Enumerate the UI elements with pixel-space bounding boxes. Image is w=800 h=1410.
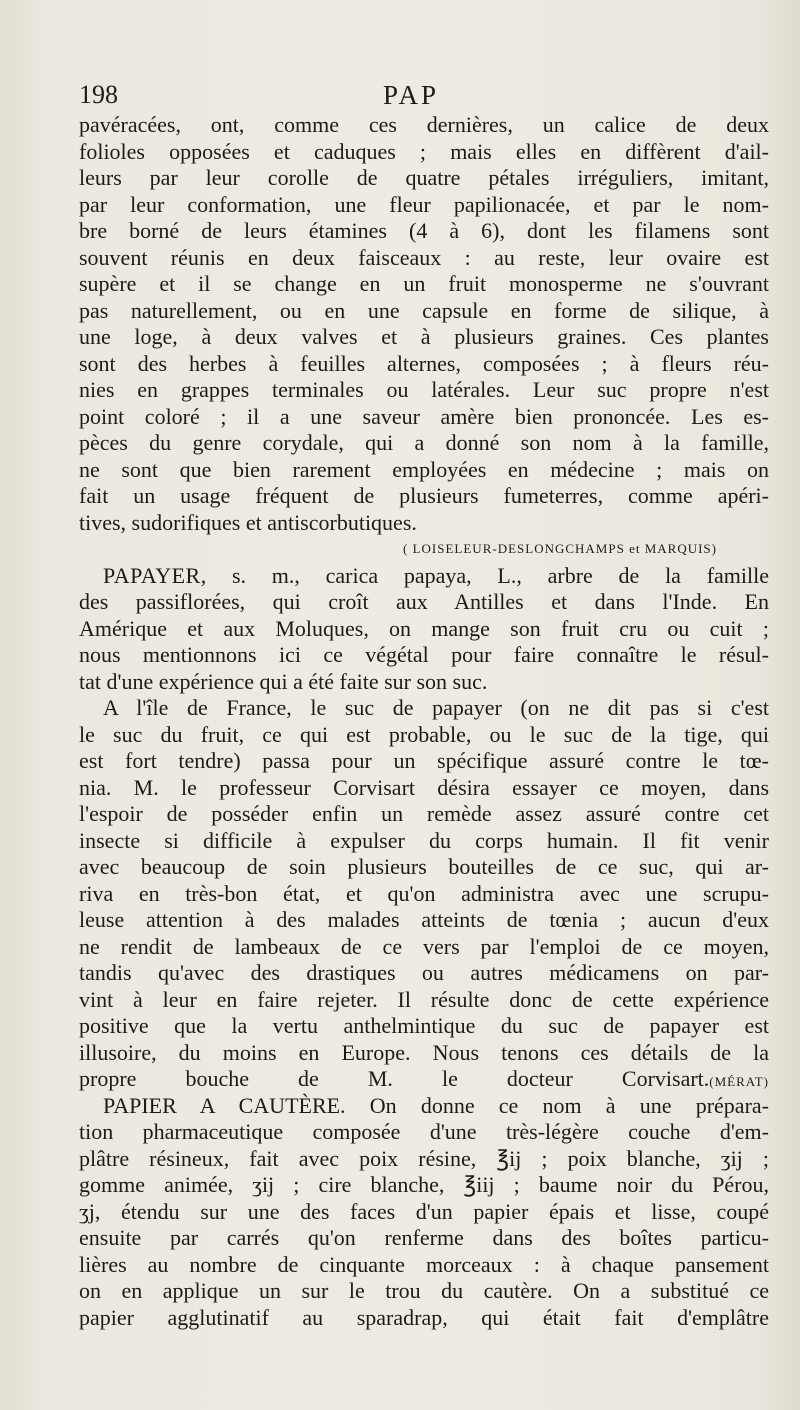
- text-line: ensuite par carrés qu'on renferme dans des boîtes particu-: [79, 1225, 769, 1250]
- text-line: positive que la vertu anthelmintique du suc de papayer est: [79, 1013, 769, 1038]
- text-line: supère et il se change en un fruit monosperme ne s'ouvrant: [79, 271, 769, 296]
- text-line: par leur conformation, une fleur papilionacée, et par le nom-: [79, 191, 769, 217]
- text-line: est fort tendre) passa pour un spécifique assuré contre le tœ-: [79, 748, 769, 773]
- text-line: gomme animée, ʒij ; cire blanche, ℥iij ; baume noir du Pérou,: [79, 1172, 769, 1197]
- text-line: avec beaucoup de soin plusieurs bouteilles de ce suc, qui ar-: [79, 854, 769, 879]
- text-line: fait un usage fréquent de plusieurs fumeterres, comme apéri-: [79, 483, 769, 508]
- text-line: on en applique un sur le trou du cautère. On a substitué ce: [79, 1278, 769, 1303]
- entry-first-line: PAPIER A CAUTÈRE. On donne ce nom à une prépara-: [103, 1092, 769, 1118]
- text-line: pèces du genre corydale, qui a donné son nom à la famille,: [79, 430, 769, 455]
- entry-first-line: [79, 563, 769, 590]
- text-line: ne rendit de lambeaux de ce vers par l'emploi de ce moyen,: [79, 933, 769, 959]
- text-line: le suc du fruit, ce qui est probable, ou le suc de la tige, qui: [79, 721, 769, 747]
- text-line: plâtre résineux, fait avec poix résine, ℥ij ; poix blanche, ʒij ;: [79, 1145, 769, 1171]
- text-line: lières au nombre de cinquante morceaux : à chaque pansement: [79, 1251, 769, 1277]
- text-line: papier agglutinatif au sparadrap, qui était fait d'emplâtre: [79, 1304, 769, 1330]
- author-signature: (MÉRAT): [709, 1074, 769, 1089]
- text-line: tion pharmaceutique composée d'une très-légère couche d'em-: [79, 1119, 769, 1144]
- text-line: point coloré ; il a une saveur amère bien prononcée. Les es-: [79, 403, 769, 429]
- text-line: souvent réunis en deux faisceaux : au reste, leur ovaire est: [79, 244, 769, 270]
- text-line: nies en grappes terminales ou latérales. Leur suc propre n'est: [79, 377, 769, 402]
- text-line: insecte si difficile à expulser du corps humain. Il fit venir: [79, 827, 769, 853]
- text-line: bre borné de leurs étamines (4 à 6), dont les filamens sont: [79, 218, 769, 243]
- text-line: nia. M. le professeur Corvisart désira essayer ce moyen, dans: [79, 774, 769, 800]
- entry-headword: PAPAYER: [103, 562, 201, 588]
- text-line: illusoire, du moins en Europe. Nous tenons ces détails de la: [79, 1039, 769, 1065]
- text-line: sont des herbes à feuilles alternes, composées ; à fleurs réu-: [79, 350, 769, 376]
- text-line: tat d'une expérience qui a été faite sur son suc.: [79, 668, 488, 694]
- body-text: [79, 112, 769, 1331]
- page-number: 198: [79, 80, 118, 109]
- text-line: des passiflorées, qui croît aux Antilles et dans l'Inde. En: [79, 589, 769, 614]
- text-line: vint à leur en faire rejeter. Il résulte donc de cette expérience: [79, 986, 769, 1012]
- text-line: une loge, à deux valves et à plusieurs graines. Ces plantes: [79, 324, 769, 349]
- text-line-with-signature: [79, 1066, 769, 1093]
- text-line: tandis qu'avec des drastiques ou autres médicamens on par-: [79, 960, 769, 985]
- text-line: pavéracées, ont, comme ces dernières, un calice de deux: [79, 112, 769, 137]
- text-line: Amérique et aux Moluques, on mange son fruit cru ou cuit ;: [79, 615, 769, 641]
- text-line: ʒj, étendu sur une des faces d'un papier épais et lisse, coupé: [79, 1198, 769, 1224]
- text-line: l'espoir de posséder enfin un remède assez assuré contre cet: [79, 801, 769, 826]
- text-fragment: propre bouche de M. le docteur Corvisart.: [79, 1066, 710, 1091]
- text-line: tives, sudorifiques et antiscorbutiques.: [79, 509, 417, 535]
- text-line: leuse attention à des malades atteints de tœnia ; aucun d'eux: [79, 907, 769, 932]
- running-head: PAP: [383, 80, 440, 110]
- text-line: pas naturellement, ou en une capsule en forme de silique, à: [79, 297, 769, 323]
- text-line: A l'île de France, le suc de papayer (on ne dit pas si c'est: [103, 695, 769, 720]
- text-line: nous mentionnons ici ce végétal pour faire connaître le résul-: [79, 642, 769, 667]
- text-line: folioles opposées et caduques ; mais elles en diffèrent d'ail-: [79, 138, 769, 164]
- text-line: ne sont que bien rarement employées en médecine ; mais on: [79, 456, 769, 482]
- text-line: leurs par leur corolle de quatre pétales irréguliers, imitant,: [79, 165, 769, 190]
- entry-definition: , s. m., carica papaya, L., arbre de la famille: [200, 562, 769, 588]
- text-line: riva en très-bon état, et qu'on administra avec une scrupu-: [79, 880, 769, 906]
- author-signature: ( LOISELEUR-DESLONGCHAMPS et MARQUIS): [403, 541, 717, 556]
